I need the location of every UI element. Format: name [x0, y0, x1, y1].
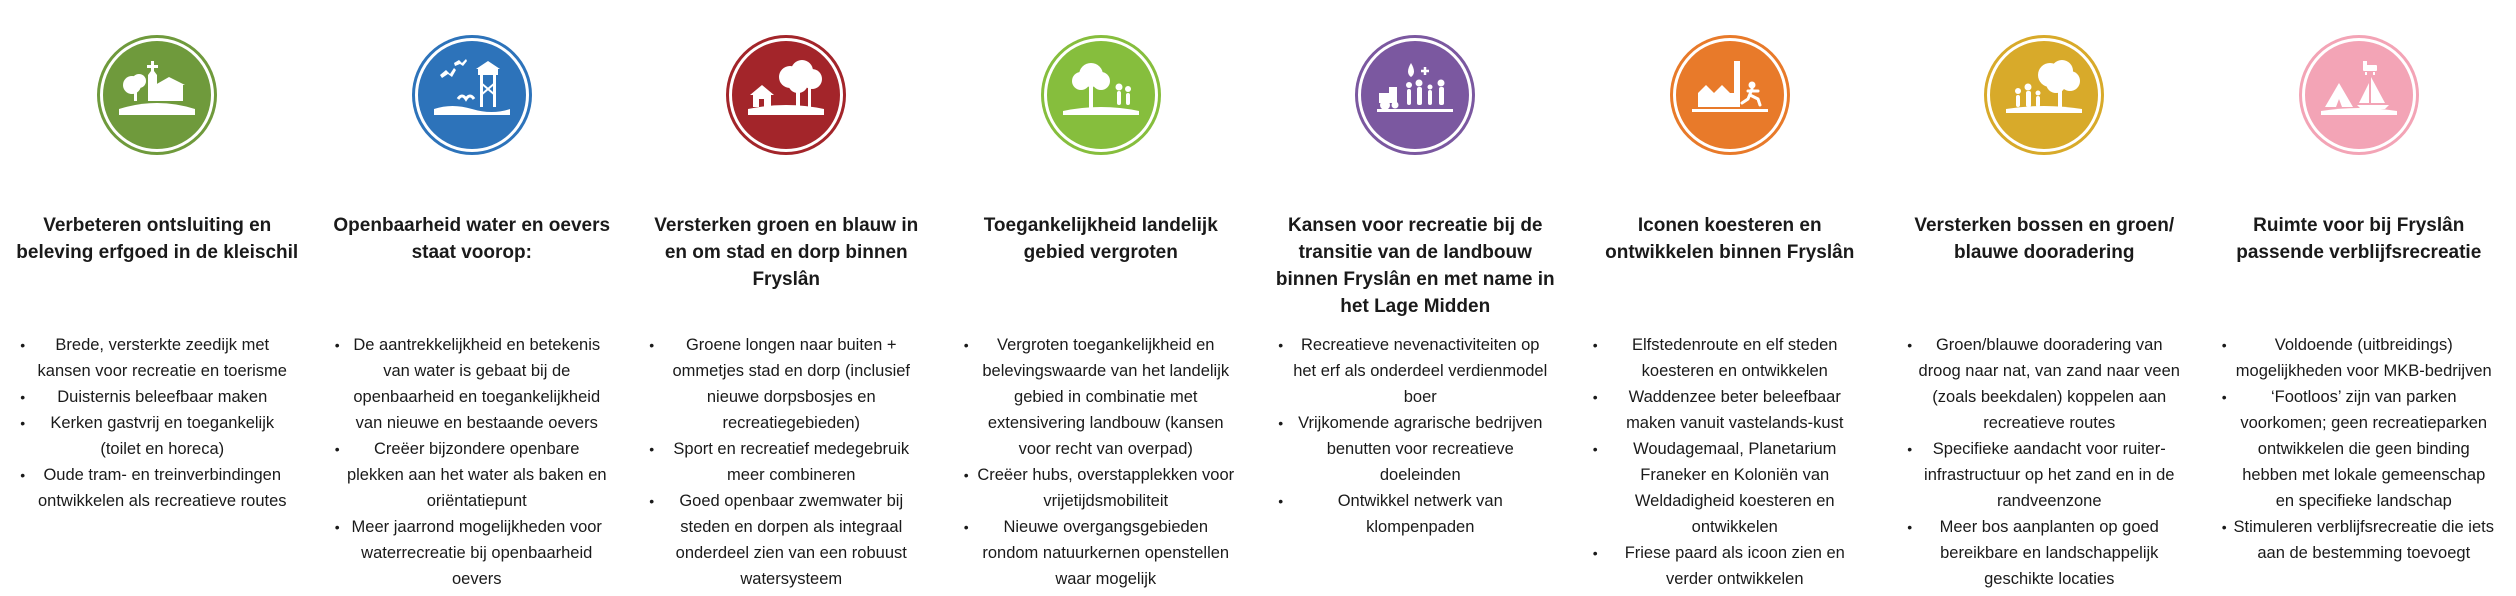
list-item: • Vergroten toegankelijkheid en belevingswaarde van het landelijk gebied in combinatie met extensivering landbouw (kansen voor recht van overpad) — [956, 332, 1246, 462]
theme-badge — [1358, 38, 1472, 152]
theme-bullet-list — [956, 332, 1246, 592]
theme-bullet-list — [1899, 332, 2189, 592]
list-item: • Groene longen naar buiten + ommetjes stad en dorp (inclusief nieuwe dorpsbosjes en recreatiegebieden) — [641, 332, 931, 436]
tractor-family-icon — [1375, 55, 1455, 135]
tree-family-icon — [2004, 55, 2084, 135]
list-item: • Brede, versterkte zeedijk met kansen voor recreatie en toerisme — [12, 332, 302, 384]
theme-badge — [415, 38, 529, 152]
theme-column-water — [315, 0, 630, 596]
theme-badge — [100, 38, 214, 152]
list-item: • Groen/blauwe dooradering van droog naar nat, van zand naar veen (zoals beekdalen) koppelen aan recreatieve routes — [1899, 332, 2189, 436]
theme-title: Iconen koesteren en ontwikkelen binnen Fryslân — [1605, 215, 1855, 263]
list-item: • Nieuwe overgangsgebieden rondom natuurkernen openstellen waar mogelijk — [956, 514, 1246, 592]
village-church-icon — [117, 55, 197, 135]
theme-title: Kansen voor recreatie bij de transitie van de landbouw binnen Fryslân en met name in het Lage Midden — [1275, 215, 1555, 317]
theme-title: Ruimte voor bij Fryslân passende verblijfsrecreatie — [2236, 215, 2482, 263]
list-item: • Elfstedenroute en elf steden koesteren en ontwikkelen — [1585, 332, 1875, 384]
theme-column-groen-blauw — [629, 0, 944, 596]
list-item: • Voldoende (uitbreidings) mogelijkheden voor MKB-bedrijven — [2214, 332, 2504, 384]
theme-bullet-list — [1585, 332, 1875, 592]
list-item: • Waddenzee beter beleefbaar maken vanuit vastelands-kust — [1585, 384, 1875, 436]
list-item: • Duisternis beleefbaar maken — [12, 384, 302, 410]
theme-title: Openbaarheid water en oevers staat voorop: — [333, 215, 611, 263]
list-item: • Sport en recreatief medegebruik meer combineren — [641, 436, 931, 488]
factory-skater-icon — [1690, 55, 1770, 135]
theme-title: Versterken groen en blauw in en om stad en dorp binnen Fryslân — [654, 215, 919, 290]
theme-column-bossen — [1887, 0, 2202, 596]
list-item: • Specifieke aandacht voor ruiter-infrastructuur op het zand en in de randveenzone — [1899, 436, 2189, 514]
list-item: • Ontwikkel netwerk van klompenpaden — [1270, 488, 1560, 540]
tent-boat-bed-icon — [2319, 55, 2399, 135]
list-item: • Goed openbaar zwemwater bij steden en dorpen als integraal onderdeel zien van een robuust watersysteem — [641, 488, 931, 592]
water-birds-tower-icon — [432, 55, 512, 135]
list-item: • Stimuleren verblijfsrecreatie die iets aan de bestemming toevoegt — [2214, 514, 2504, 566]
theme-bullet-list — [2214, 332, 2504, 566]
theme-badge — [2302, 38, 2416, 152]
theme-badge — [1673, 38, 1787, 152]
list-item: • Meer jaarrond mogelijkheden voor waterrecreatie bij openbaarheid oevers — [327, 514, 617, 592]
theme-bullet-list — [12, 332, 302, 514]
theme-column-verblijf — [2202, 0, 2516, 596]
list-item: • Friese paard als icoon zien en verder ontwikkelen — [1585, 540, 1875, 592]
theme-bullet-list — [1270, 332, 1560, 540]
list-item: • Recreatieve nevenactiviteiten op het erf als onderdeel verdienmodel boer — [1270, 332, 1560, 410]
theme-title: Versterken bossen en groen/ blauwe dooradering — [1914, 215, 2175, 263]
house-trees-icon — [746, 55, 826, 135]
theme-bullet-list — [327, 332, 617, 592]
theme-title: Toegankelijkheid landelijk gebied vergroten — [983, 215, 1218, 263]
theme-column-landelijk — [944, 0, 1259, 596]
list-item: • Oude tram- en treinverbindingen ontwikkelen als recreatieve routes — [12, 462, 302, 514]
list-item: • Woudagemaal, Planetarium Franeker en Koloniën van Weldadigheid koesteren en ontwikkelen — [1585, 436, 1875, 540]
list-item: • De aantrekkelijkheid en betekenis van water is gebaat bij de openbaarheid en toegankelijkheid van nieuwe en bestaande oevers — [327, 332, 617, 436]
theme-bullet-list — [641, 332, 931, 592]
theme-badge — [729, 38, 843, 152]
tree-walkers-icon — [1061, 55, 1141, 135]
theme-column-erfgoed — [0, 0, 315, 596]
list-item: • Creëer hubs, overstapplekken voor vrijetijdsmobiliteit — [956, 462, 1246, 514]
theme-column-landbouw — [1258, 0, 1573, 596]
list-item: • ‘Footloos’ zijn van parken voorkomen; geen recreatieparken ontwikkelen die geen binding hebben met lokale gemeenschap en specifieke landschap — [2214, 384, 2504, 514]
theme-badge — [1987, 38, 2101, 152]
theme-title: Verbeteren ontsluiting en beleving erfgoed in de kleischil — [16, 215, 299, 263]
theme-badge — [1044, 38, 1158, 152]
list-item: • Meer bos aanplanten op goed bereikbare en landschappelijk geschikte locaties — [1899, 514, 2189, 592]
list-item: • Vrijkomende agrarische bedrijven benutten voor recreatieve doeleinden — [1270, 410, 1560, 488]
list-item: • Creëer bijzondere openbare plekken aan het water als baken en oriëntatiepunt — [327, 436, 617, 514]
theme-column-iconen — [1573, 0, 1888, 596]
list-item: • Kerken gastvrij en toegankelijk (toilet en horeca) — [12, 410, 302, 462]
